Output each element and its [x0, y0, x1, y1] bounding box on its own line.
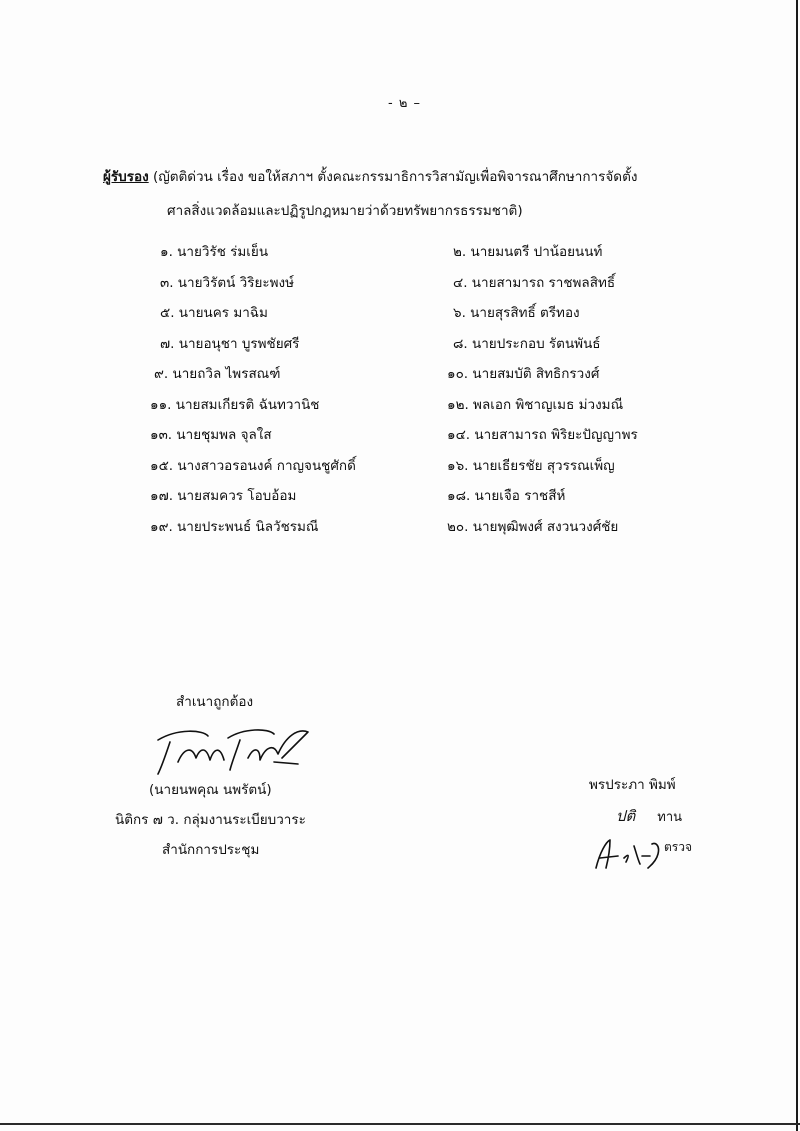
signer-item: ๒๐. นายพุฒิพงศ์ สงวนวงศ์ชัย	[447, 518, 619, 535]
signer-item: ๑๘. นายเจือ ราชสีห์	[447, 488, 566, 504]
signer-item: ๒. นายมนตรี ปาน้อยนนท์	[453, 244, 603, 260]
certifier-name: (นายนพคุณ นพรัตน์)	[149, 782, 272, 798]
signer-item: ๓. นายวิรัตน์ วิริยะพงษ์	[160, 274, 295, 291]
certification-title: สำเนาถูกต้อง	[176, 694, 254, 710]
signer-item: ๖. นายสุรสิทธิ์ ตรีทอง	[453, 305, 580, 321]
signer-item: ๕. นายนคร มาฉิม	[160, 305, 268, 321]
signers-right-column	[447, 237, 638, 542]
certifier-position: นิติกร ๗ ว. กลุ่มงานระเบียบวาระ	[115, 812, 306, 828]
signer-item: ๑๙. นายประพนธ์ นิลวัชรมณี	[150, 518, 319, 535]
signer-item: ๑๗. นายสมควร โอบอ้อม	[150, 488, 297, 504]
heading-text-line1: (ญัตติด่วน เรื่อง ขอให้สภาฯ ตั้งคณะกรรมาธิการวิสามัญเพื่อพิจารณาศึกษาการจัดตั้ง	[148, 169, 638, 185]
signer-item: ๑๖. นายเธียรชัย สุวรรณเพ็ญ	[447, 457, 615, 474]
signer-item: ๑๐. นายสมบัติ สิทธิกรวงศ์	[447, 366, 600, 382]
scan-edge-right	[796, 0, 798, 1131]
certifier-office: สำนักการประชุม	[162, 842, 260, 858]
proofread-word: ทาน	[657, 810, 683, 825]
signer-item: ๑๑. นายสมเกียรติ ฉันทวานิช	[150, 396, 320, 413]
checker-initials-signature	[590, 834, 670, 874]
proofread-mark: ปติ	[616, 807, 636, 825]
page-number: - ๒ –	[388, 96, 422, 111]
recipients-heading	[103, 160, 673, 228]
signer-item: ๙. นายถวิล ไพรสณฑ์	[154, 366, 281, 382]
signer-item: ๑๔. นายสามารถ พิริยะปัญญาพร	[447, 427, 638, 443]
signer-item: ๔. นายสามารถ ราชพลสิทธิ์	[453, 274, 616, 291]
scan-edge-bottom	[0, 1123, 800, 1125]
handwritten-signature	[148, 718, 318, 778]
signer-item: ๗. นายอนุชา บูรพชัยศรี	[160, 335, 300, 352]
signer-item: ๑. นายวิรัช ร่มเย็น	[160, 244, 269, 260]
proofread-line	[616, 804, 682, 828]
checked-label: ตรวจ	[664, 840, 693, 854]
heading-label: ผู้รับรอง	[103, 169, 149, 185]
signer-item: ๑๕. นางสาวอรอนงค์ กาญจนชูศักดิ์	[150, 457, 356, 474]
typist-credit: พรประภา พิมพ์	[589, 777, 676, 793]
heading-text-line2: ศาลสิ่งแวดล้อมและปฏิรูปกฎหมายว่าด้วยทรัพยากรธรรมชาติ)	[167, 203, 523, 219]
signer-item: ๑๒. พลเอก พิชาญเมธ ม่วงมณี	[447, 396, 624, 413]
signers-left-column	[150, 237, 356, 542]
signer-item: ๑๓. นายชุมพล จุลใส	[150, 427, 272, 443]
signer-item: ๘. นายประกอบ รัตนพันธ์	[453, 335, 601, 352]
